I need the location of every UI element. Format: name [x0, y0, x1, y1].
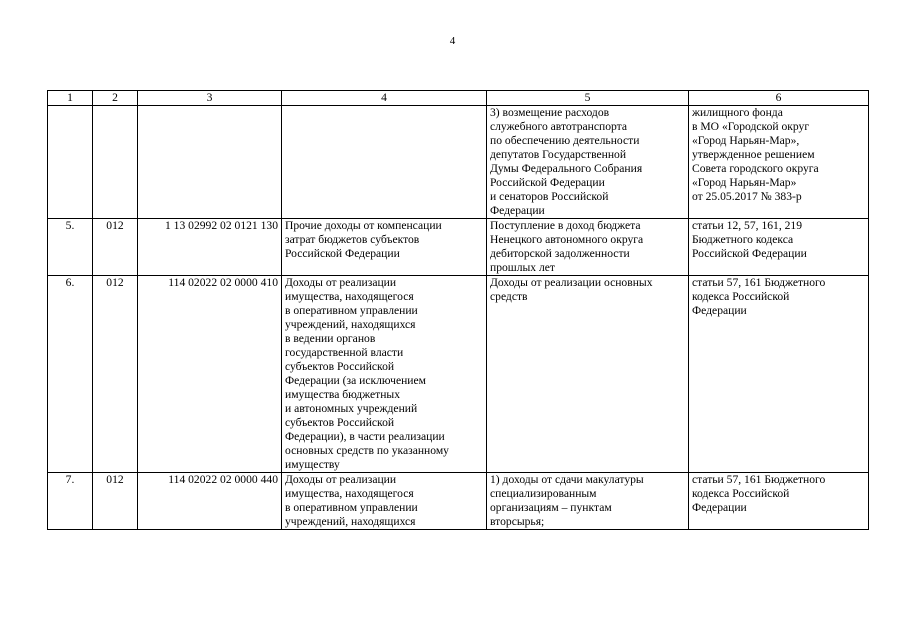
legal-basis: статьи 57, 161 Бюджетного кодекса Российской Федерации: [689, 473, 869, 530]
legal-basis: жилищного фонда в МО «Городской округ «Город Нарьян-Мар», утвержденное решением Совета городского округа «Город Нарьян-Мар» от 25.05.2017 № 383-р: [689, 106, 869, 219]
revenue-name: Доходы от реализации имущества, находящегося в оперативном управлении учреждений, находящихся в ведении органов государственной власти субъектов Российской Федерации (за исключением имущества бюджетных и автономных учреждений субъектов Российской Федерации), в части реализации основных средств по указанному имуществу: [282, 276, 487, 473]
revenue-sources: 3) возмещение расходов служебного автотранспорта по обеспечению деятельности депутатов Государственной Думы Федерального Собрания Российской Федерации и сенаторов Российской Федерации: [487, 106, 689, 219]
table-row: [48, 473, 869, 530]
revenue-name: [282, 106, 487, 219]
revenue-table: [47, 90, 869, 530]
revenue-name: Прочие доходы от компенсации затрат бюджетов субъектов Российской Федерации: [282, 219, 487, 276]
row-number: 5.: [48, 219, 93, 276]
admin-code: [93, 106, 138, 219]
header-col-2: 2: [93, 91, 138, 106]
table-row: [48, 276, 869, 473]
kbk-code: 1 13 02992 02 0121 130: [138, 219, 282, 276]
header-col-3: 3: [138, 91, 282, 106]
kbk-code: [138, 106, 282, 219]
row-number: 7.: [48, 473, 93, 530]
row-number: [48, 106, 93, 219]
admin-code: 012: [93, 276, 138, 473]
admin-code: 012: [93, 473, 138, 530]
header-row: [48, 91, 869, 106]
header-col-5: 5: [487, 91, 689, 106]
row-number: 6.: [48, 276, 93, 473]
table-row: [48, 106, 869, 219]
header-col-4: 4: [282, 91, 487, 106]
legal-basis: статьи 12, 57, 161, 219 Бюджетного кодекса Российской Федерации: [689, 219, 869, 276]
kbk-code: 114 02022 02 0000 410: [138, 276, 282, 473]
revenue-sources: Доходы от реализации основных средств: [487, 276, 689, 473]
revenue-sources: Поступление в доход бюджета Ненецкого автономного округа дебиторской задолженности прошлых лет: [487, 219, 689, 276]
kbk-code: 114 02022 02 0000 440: [138, 473, 282, 530]
revenue-name: Доходы от реализации имущества, находящегося в оперативном управлении учреждений, находящихся: [282, 473, 487, 530]
page-number: 4: [449, 35, 456, 47]
header-col-6: 6: [689, 91, 869, 106]
legal-basis: статьи 57, 161 Бюджетного кодекса Российской Федерации: [689, 276, 869, 473]
admin-code: 012: [93, 219, 138, 276]
revenue-sources: 1) доходы от сдачи макулатуры специализированным организациям – пунктам вторсырья;: [487, 473, 689, 530]
header-col-1: 1: [48, 91, 93, 106]
table-row: [48, 219, 869, 276]
